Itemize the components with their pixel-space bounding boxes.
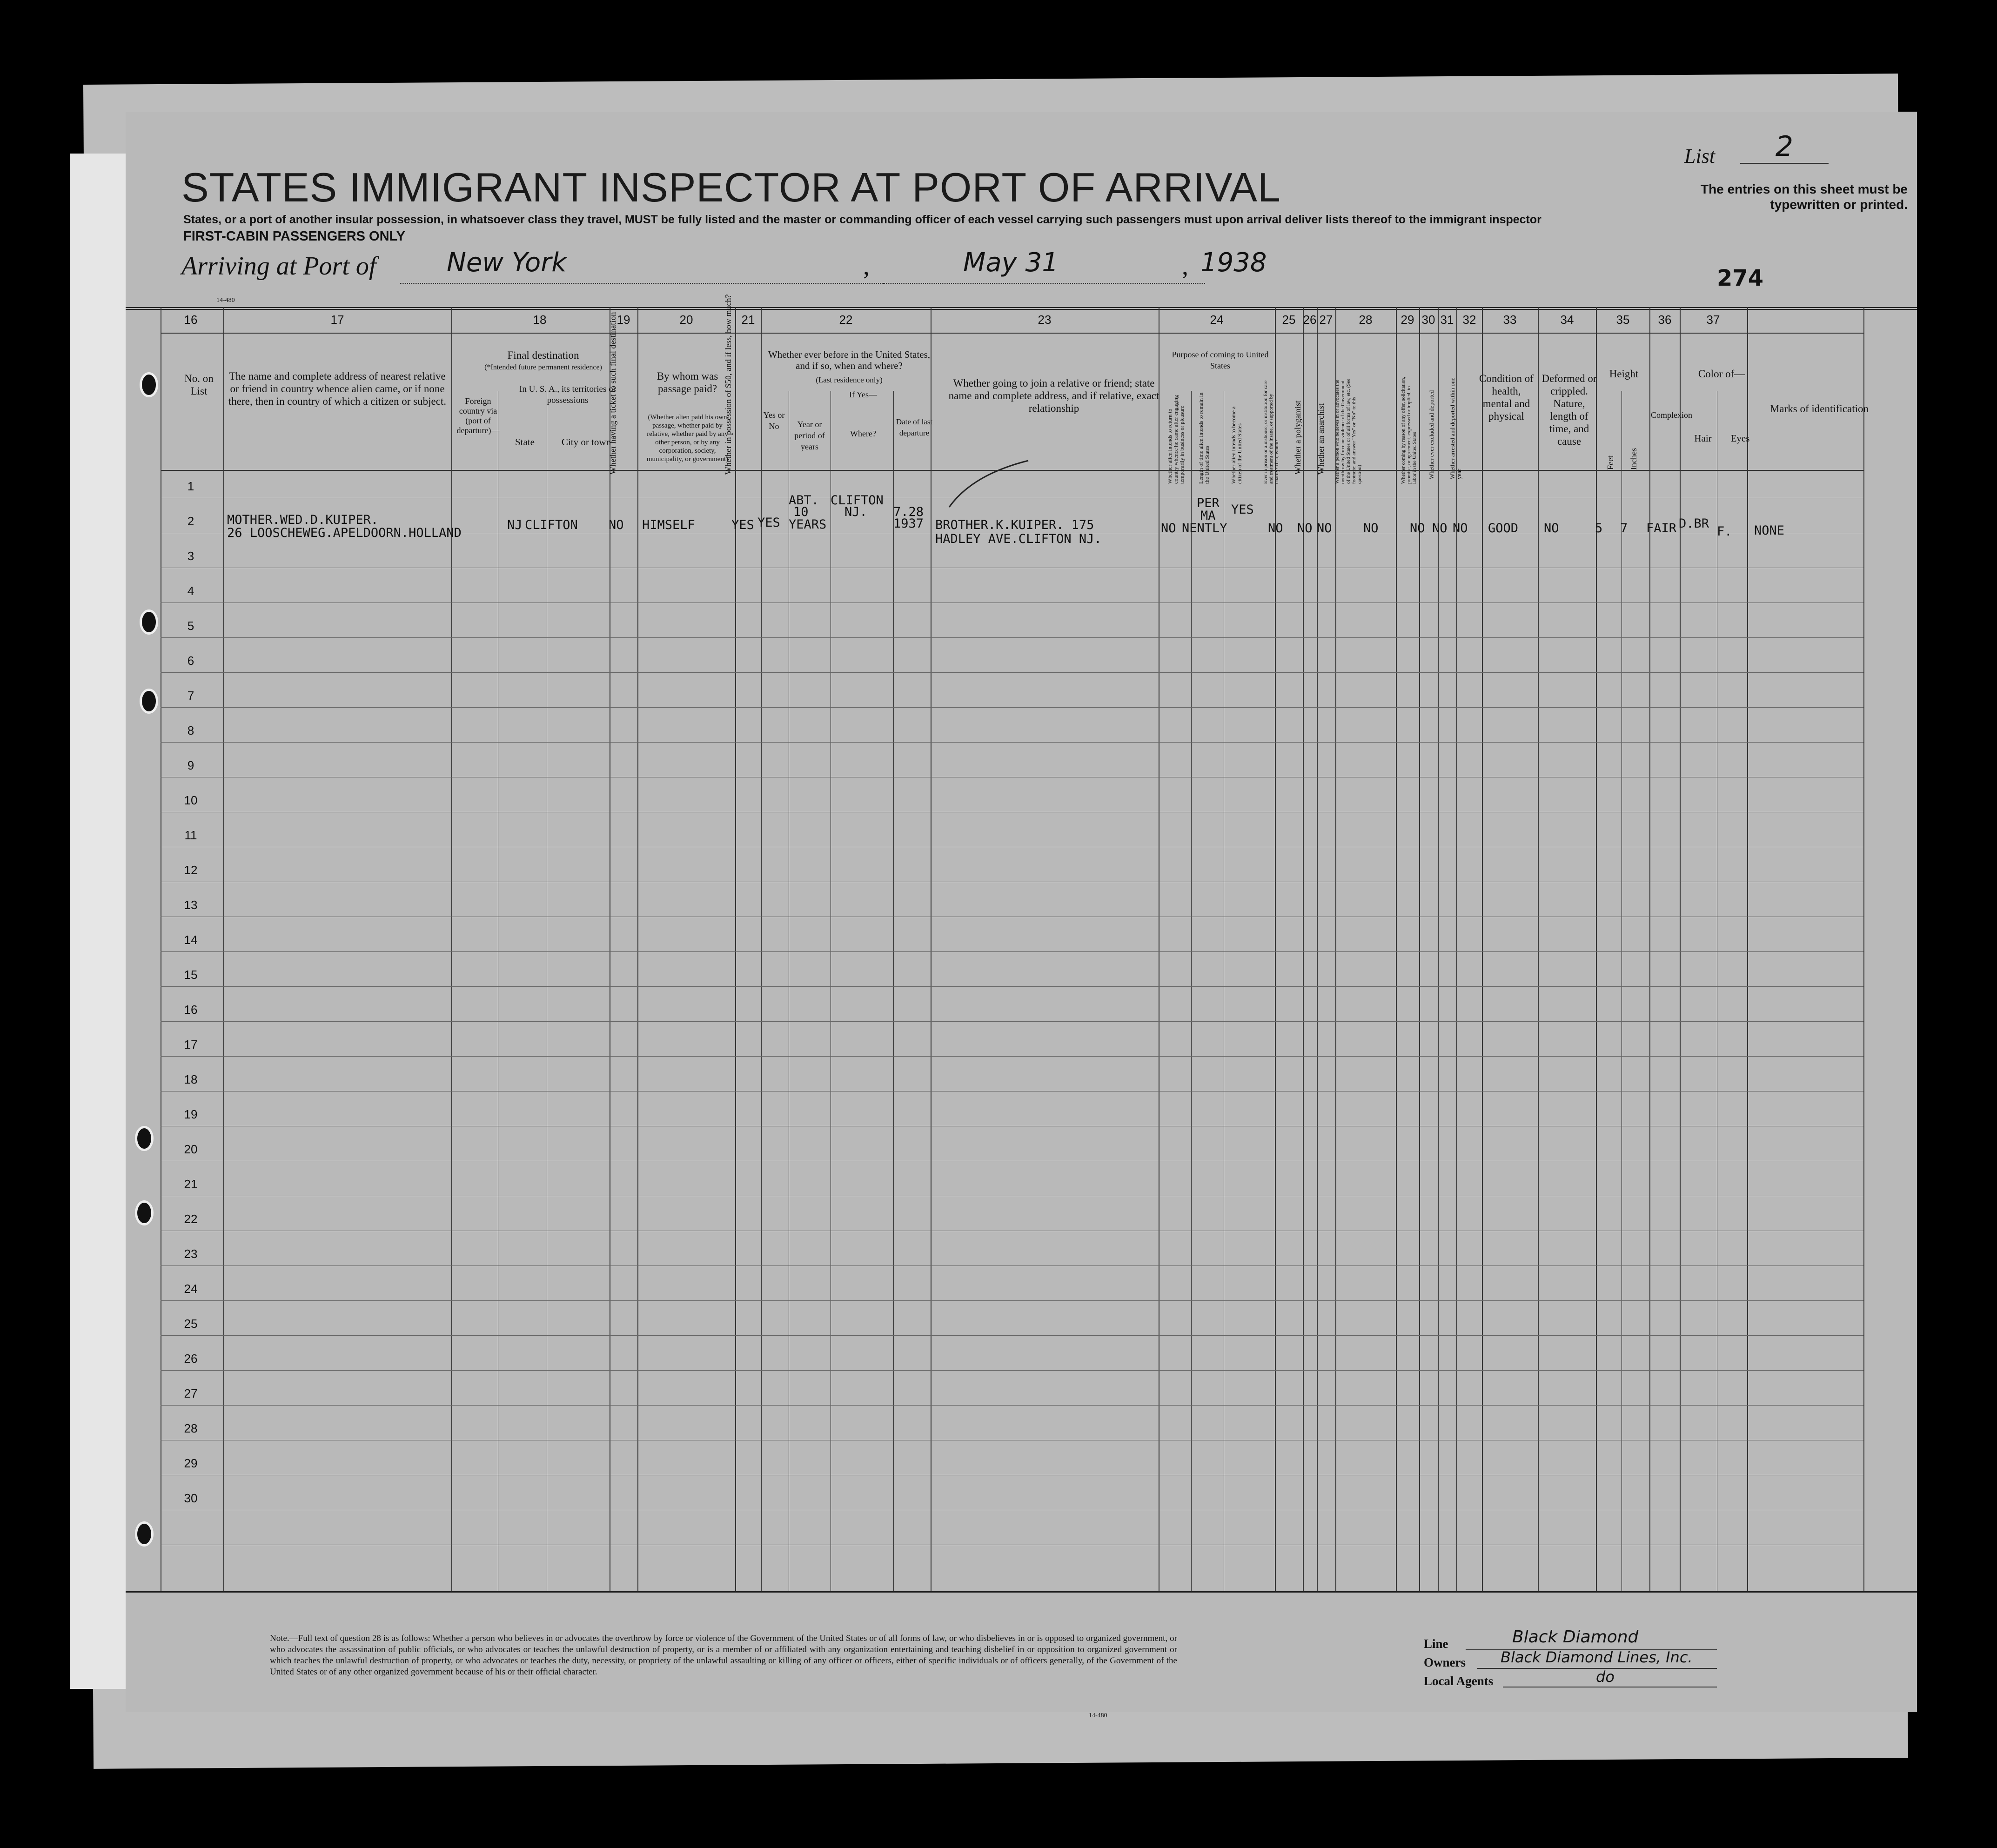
- entry-inches: 7: [1620, 521, 1628, 536]
- entry-state: NJ: [507, 518, 523, 532]
- column-number: 37: [1706, 313, 1720, 327]
- grid-column-line: [1680, 307, 1681, 1591]
- grid-row-line: [161, 672, 1863, 673]
- grid-row-line: [161, 637, 1863, 638]
- column-number: 21: [741, 313, 755, 327]
- column-number: 36: [1658, 313, 1672, 327]
- entry-anarchist: NO: [1317, 521, 1332, 536]
- column-number: 18: [533, 313, 547, 327]
- grid-column-line: [1419, 307, 1420, 1591]
- entry-joining-line1: BROTHER.K.KUIPER. 175: [935, 518, 1094, 532]
- grid-column-line: [1596, 307, 1597, 1591]
- row-number: 16: [184, 1003, 198, 1017]
- if-yes-header: If Yes—: [849, 390, 877, 399]
- entry-length-line3: NENTLY: [1182, 521, 1227, 536]
- row-number: 13: [184, 898, 198, 912]
- line-label: Line: [1424, 1637, 1448, 1651]
- complexion-header: Complexion: [1651, 410, 1692, 420]
- before-in-us-header: Whether ever before in the United States, and if so, when and where?: [768, 349, 931, 371]
- entry-passage-paid: HIMSELF: [642, 518, 695, 532]
- no-on-list-header: No. on List: [184, 373, 214, 397]
- grid-row-line: [161, 1370, 1863, 1371]
- hair-header: Hair: [1694, 433, 1712, 444]
- entry-citizen: YES: [1231, 502, 1254, 517]
- entry-deformed: NO: [1544, 521, 1559, 536]
- column-number: 16: [184, 313, 198, 327]
- header-bottom-line: [161, 333, 1863, 334]
- grid-column-line: [1649, 307, 1650, 1591]
- purpose-citizen-header: Whether alien intends to become a citizen of the United States: [1230, 406, 1243, 484]
- entry-period-line2: 10: [793, 505, 809, 519]
- sheet-stamp: 274: [1717, 265, 1764, 291]
- entry-hair: D.BR: [1679, 516, 1709, 531]
- pencil-check-mark: [945, 456, 1038, 512]
- line-value: Black Diamond: [1512, 1627, 1639, 1647]
- entry-ticket: NO: [609, 518, 624, 532]
- entry-period-line1: ABT.: [789, 493, 819, 508]
- binder-hole: [140, 609, 158, 635]
- grid-column-line: [223, 307, 224, 1591]
- entry-where-line1: CLIFTON: [831, 493, 884, 508]
- inches-header: Inches: [1629, 448, 1638, 470]
- comma-separator-2: ,: [1182, 252, 1188, 281]
- grid-column-line: [1275, 307, 1276, 1591]
- overthrow-header: Whether a person who believes in or advocates the overthrow by force or violence of the Government of the United States or of all forms of law, etc. (See footnote; and answer "Yes" or "No" to this question): [1334, 378, 1362, 484]
- row-number: 22: [184, 1212, 198, 1226]
- column-number: 35: [1616, 313, 1630, 327]
- grid-column-line: [1438, 307, 1439, 1591]
- row-number: 30: [184, 1491, 198, 1505]
- row-number: 20: [184, 1142, 198, 1156]
- owners-label: Owners: [1424, 1655, 1466, 1669]
- purpose-header: Purpose of coming to United States: [1172, 350, 1269, 370]
- column-number: 22: [839, 313, 853, 327]
- row-number: 21: [184, 1177, 198, 1191]
- grid-column-line: [735, 307, 736, 1591]
- arriving-label: Arriving at Port of: [181, 252, 376, 281]
- column-number: 26: [1303, 313, 1317, 327]
- row-number: 8: [187, 723, 194, 737]
- page-subtitle: States, or a port of another insular possession, in whatsoever class they travel, MUST be fully listed and the master or commanding officer of each vessel carrying such passengers must upon arrival deliver lists thereof to the immigrant inspector: [183, 213, 1541, 226]
- row-number: 23: [184, 1247, 198, 1261]
- before-in-us-note: (Last residence only): [816, 375, 883, 384]
- city-header: City or town: [561, 436, 611, 448]
- column-number: 29: [1401, 313, 1414, 327]
- footer-form-number: 14-480: [1089, 1712, 1107, 1719]
- grid-row-line: [161, 986, 1863, 987]
- entry-where-line2: NJ.: [844, 505, 867, 519]
- grid-column-line: [1303, 307, 1304, 1591]
- date-value: May 31: [963, 248, 1059, 278]
- health-header: Condition of health, mental and physical: [1479, 373, 1534, 422]
- row-number: 11: [184, 828, 197, 842]
- agents-value: do: [1596, 1668, 1615, 1686]
- entry-city: CLIFTON: [525, 518, 578, 532]
- row-number: 26: [184, 1352, 198, 1366]
- row-number: 18: [184, 1072, 198, 1086]
- row-number: 14: [184, 933, 198, 947]
- row-number: 4: [187, 584, 194, 598]
- binder-hole: [135, 1126, 154, 1151]
- grid-column-line: [1456, 307, 1457, 1591]
- polygamist-header: Whether a polygamist: [1293, 401, 1302, 475]
- final-destination-header: Final destination: [507, 349, 579, 361]
- foreign-country-header: Foreign country via (port of departure)—: [456, 396, 500, 435]
- form-number: 14-480: [216, 297, 235, 304]
- yes-no-header: Yes or No: [763, 410, 785, 431]
- fifty-dollars-header: Whether in possession of $50, and if less, how much?: [724, 294, 733, 475]
- purpose-return-header: Whether alien intends to return to country whence he came after engaging temporarily in business or pleasure: [1166, 395, 1185, 484]
- entry-relative-line1: MOTHER.WED.D.KUIPER.: [227, 513, 379, 527]
- entry-return-intent: NO: [1161, 521, 1176, 536]
- grid-row-line: [161, 742, 1863, 743]
- column-number: 30: [1421, 313, 1435, 327]
- entry-joining-line2: HADLEY AVE.CLIFTON NJ.: [935, 532, 1102, 546]
- list-label: List: [1684, 145, 1716, 167]
- column-number: 32: [1462, 313, 1476, 327]
- grid-column-line: [1317, 307, 1318, 1591]
- joining-relative-header: Whether going to join a relative or friend; state name and complete address, and if relative, exact relationship: [948, 377, 1159, 414]
- row-number: 9: [187, 758, 194, 772]
- grid-column-line: [1482, 307, 1483, 1591]
- entry-eyes: F.: [1717, 524, 1732, 539]
- grid-column-line: [1747, 307, 1748, 1591]
- column-number: 24: [1210, 313, 1224, 327]
- arrested-header: Whether arrested and deported within one year: [1449, 377, 1462, 479]
- class-line: FIRST-CABIN PASSENGERS ONLY: [183, 229, 405, 244]
- entry-before-in-us: YES: [757, 516, 780, 530]
- column-number: 23: [1038, 313, 1052, 327]
- state-header: State: [515, 436, 535, 448]
- grid-row-line: [161, 1265, 1863, 1266]
- excluded-header: Whether ever excluded and deported: [1428, 390, 1435, 479]
- grid-subcolumn-line: [1191, 391, 1192, 1591]
- color-header: Color of—: [1698, 368, 1745, 380]
- column-number: 19: [617, 313, 630, 327]
- row-number: 24: [184, 1282, 198, 1296]
- entry-length-line1: PER: [1197, 496, 1220, 510]
- local-agents-label: Local Agents: [1424, 1674, 1494, 1688]
- date-fill-line: [884, 283, 1205, 284]
- grid-row-line: [161, 1405, 1863, 1406]
- binder-hole: [135, 1200, 154, 1225]
- row-number: 10: [184, 793, 198, 807]
- row-number: 15: [184, 968, 198, 982]
- entry-overthrow: NO: [1363, 521, 1379, 536]
- row-number: 7: [187, 689, 194, 703]
- grid-column-line: [637, 307, 638, 1591]
- entry-complexion: FAIR: [1646, 521, 1677, 536]
- list-number: 2: [1740, 130, 1829, 164]
- row-number: 5: [187, 619, 194, 633]
- owners-value: Black Diamond Lines, Inc.: [1501, 1648, 1693, 1666]
- last-departure-header: Date of last departure: [896, 417, 933, 437]
- grid-column-line: [761, 307, 762, 1591]
- comma-separator: ,: [863, 252, 870, 281]
- table-bottom-border: [126, 1591, 1917, 1593]
- row-number: 19: [184, 1107, 198, 1121]
- eyes-header: Eyes: [1730, 433, 1750, 444]
- header-border: [126, 307, 1917, 310]
- deformed-header: Deformed or crippled. Nature, length of time, and cause: [1541, 373, 1597, 447]
- entry-excluded: NO: [1432, 521, 1447, 536]
- passage-paid-note: (Whether alien paid his own passage, whether paid by relative, whether paid by any other person, or by any corporation, society, municipality, or government): [646, 414, 729, 463]
- entry-arrested: NO: [1453, 521, 1468, 536]
- row-number: 28: [184, 1421, 198, 1435]
- grid-row-line: [161, 1300, 1863, 1301]
- grid-row-line: [161, 707, 1863, 708]
- entry-polygamist: NO: [1297, 521, 1313, 536]
- where-header: Where?: [850, 429, 876, 438]
- column-number: 20: [679, 313, 693, 327]
- marks-header: Marks of identification: [1769, 403, 1869, 415]
- port-value: New York: [447, 248, 567, 278]
- row-number: 25: [184, 1317, 198, 1331]
- passage-paid-header: By whom was passage paid?: [657, 370, 718, 395]
- row-number: 12: [184, 863, 198, 877]
- column-number: 34: [1560, 313, 1574, 327]
- grid-column-line: [1396, 307, 1397, 1591]
- column-number: 33: [1503, 313, 1517, 327]
- row-number: 3: [187, 549, 194, 563]
- grid-row-line: [161, 1335, 1863, 1336]
- column-number: 27: [1319, 313, 1333, 327]
- row-number: 2: [187, 514, 194, 528]
- manifest-sheet: [126, 112, 1917, 1719]
- page-title: STATES IMMIGRANT INSPECTOR AT PORT OF ARRIVAL: [181, 164, 1281, 210]
- labor-offer-header: Whether coming by reason of any offer, solicitation, promise, or agreement, expressed or implied, to labor in the United States: [1401, 377, 1417, 484]
- entry-last-departure-line1: 7.28: [893, 505, 924, 519]
- prison-header: Ever in prison or almshouse, or institution for care and treatment of the insane, or supported by charity? If so, which?: [1263, 380, 1280, 484]
- entry-relative-line2: 26 LOOSCHEWEG.APELDOORN.HOLLAND: [227, 526, 462, 540]
- binder-hole: [140, 372, 158, 397]
- typewritten-note: The entries on this sheet must be typewritten or printed.: [1701, 182, 1908, 212]
- row-number: 29: [184, 1456, 198, 1470]
- year-value: 1938: [1200, 248, 1267, 278]
- height-header: Height: [1609, 368, 1639, 380]
- underlying-sheet-edge: [70, 154, 126, 1689]
- row-number: 27: [184, 1386, 198, 1400]
- column-number: 31: [1440, 313, 1454, 327]
- grid-subcolumn-line: [893, 391, 894, 1591]
- anarchist-header: Whether an anarchist: [1316, 403, 1326, 475]
- binder-hole: [140, 689, 158, 714]
- grid-column-line: [1538, 307, 1539, 1591]
- entry-prison: NO: [1268, 521, 1283, 536]
- row-number: 17: [184, 1038, 198, 1051]
- grid-column-line: [1863, 307, 1864, 1591]
- feet-header: Feet: [1606, 455, 1615, 470]
- grid-row-line: [161, 1021, 1863, 1022]
- period-header: Year or period of years: [794, 420, 825, 451]
- purpose-length-header: Length of time alien intends to remain in the United States: [1198, 392, 1210, 484]
- entry-labor-offer: NO: [1410, 521, 1425, 536]
- entry-period-line3: YEARS: [789, 517, 827, 532]
- grid-row-line: [161, 1056, 1863, 1057]
- entry-feet: 5: [1595, 521, 1603, 536]
- usa-header: In U. S. A., its territories or possessions: [519, 384, 616, 405]
- relative-address-header: The name and complete address of nearest relative or friend in country whence alien came, or if none there, then in country of which a citizen or subject.: [228, 370, 447, 407]
- entry-length-line2: MA: [1200, 509, 1216, 523]
- grid-row-line: [161, 951, 1863, 952]
- entry-health: GOOD: [1488, 521, 1519, 536]
- entry-last-departure-line2: 1937: [893, 516, 924, 531]
- ticket-header: Whether having a ticket to such final destination: [608, 312, 617, 475]
- row-number: 1: [187, 479, 194, 493]
- grid-column-line: [1335, 307, 1336, 1591]
- column-number: 17: [330, 313, 344, 327]
- column-number: 28: [1359, 313, 1373, 327]
- row-number: 6: [187, 654, 194, 668]
- grid-column-line: [451, 307, 452, 1591]
- port-fill-line: [400, 283, 884, 284]
- footnote: Note.—Full text of question 28 is as follows: Whether a person who believes in or advocates the overthrow by force or violence of the Government of the United States or of all forms of law, or who disbelieves in or is opposed to organized government, or who advocates the assassination of public officials, or who advocates or teaches the unlawful destruction of property, or is a member of or affiliated with any organization entertaining and teaching disbelief in or opposition to organized government or which teaches the unlawful destruction of property, or who advocates or teaches the duty, necessity, or propriety of the unlawful assaulting or killing of any officer or officers, either of specific individuals or of officers generally, of the Government of the United States or of any other organized government because of his or their official character.: [270, 1634, 1177, 1677]
- final-destination-note: (*Intended future permanent residence): [484, 363, 602, 371]
- entry-fifty-dollars: YES: [731, 518, 754, 532]
- column-number: 25: [1282, 313, 1296, 327]
- binder-hole: [135, 1521, 154, 1547]
- entry-marks: NONE: [1754, 523, 1785, 538]
